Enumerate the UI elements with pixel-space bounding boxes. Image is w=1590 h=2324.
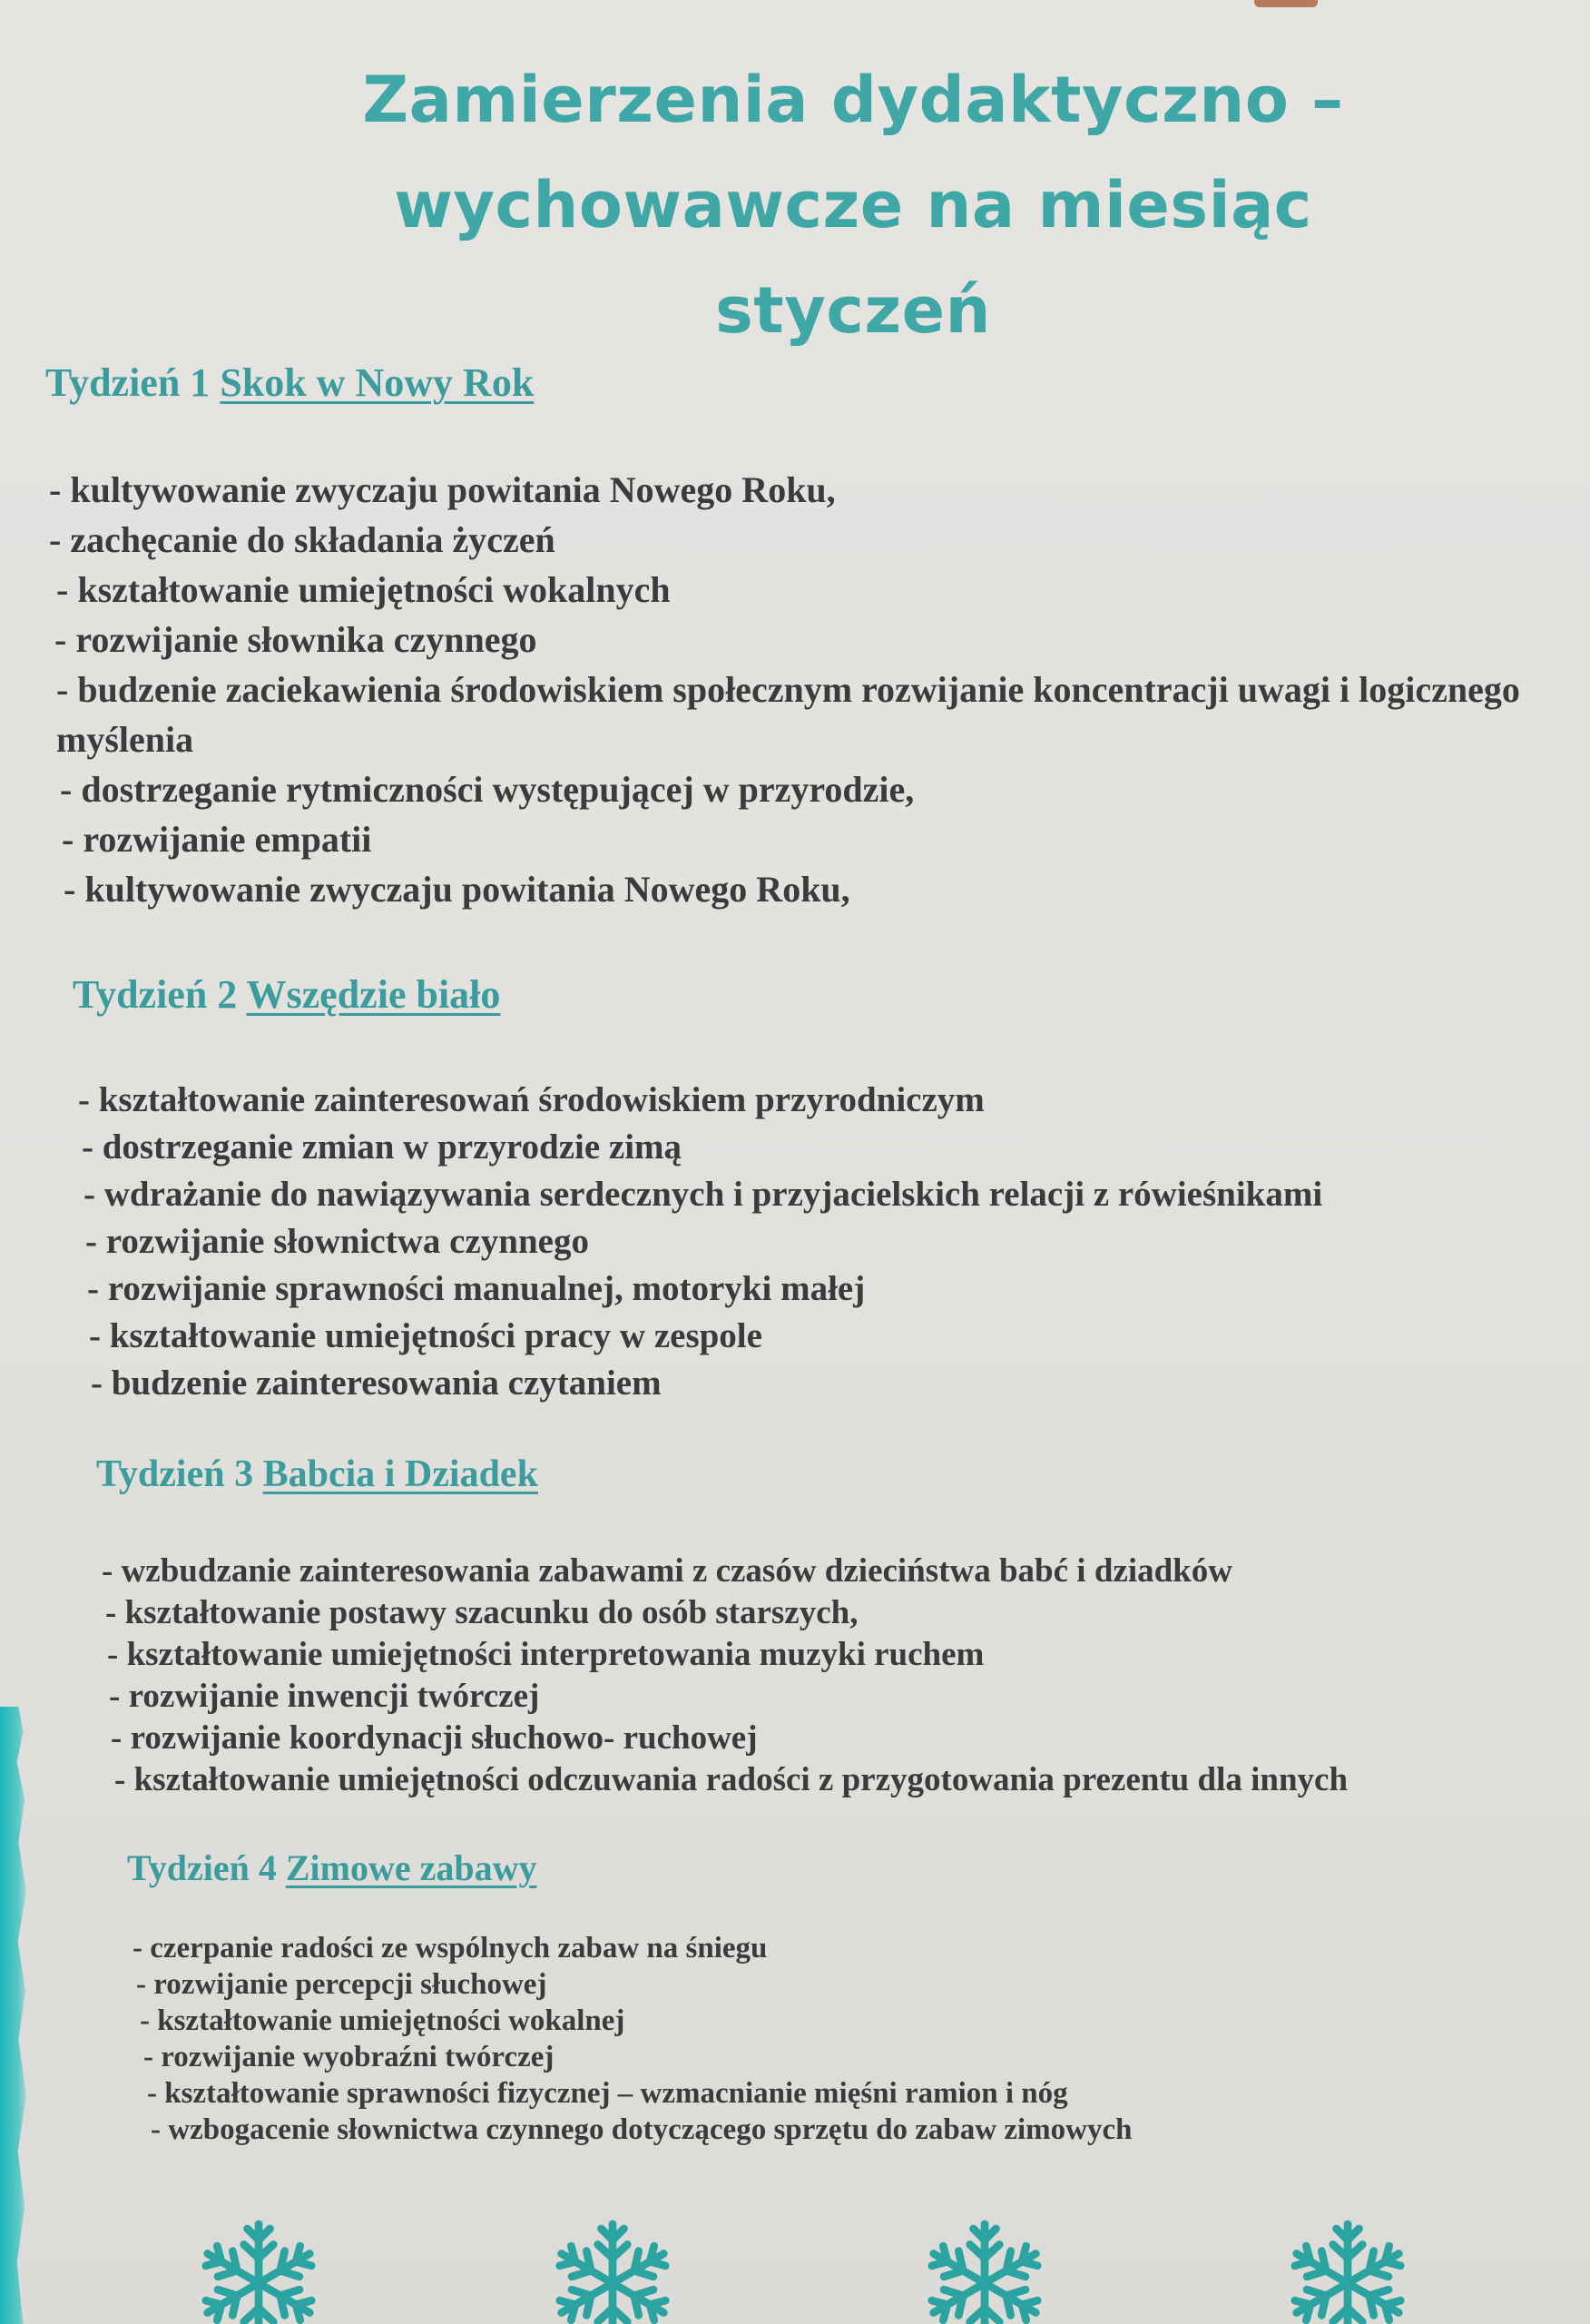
week-2-topic: Wszędzie biało [246, 972, 501, 1017]
goal-item: - rozwijanie słownika czynnego [54, 619, 537, 660]
snowflake-icon [908, 2215, 1062, 2324]
goal-item: - kultywowanie zwyczaju powitania Nowego Roku, [64, 869, 850, 910]
week-3-label: Tydzień 3 [96, 1453, 254, 1495]
week-3-heading [96, 1449, 538, 1500]
title-line-2: wychowawcze na miesiąc styczeń [394, 168, 1312, 348]
goal-item: - kultywowanie zwyczaju powitania Nowego Roku, [49, 469, 836, 510]
goal-item: - kształtowanie umiejętności pracy w zespole [89, 1316, 762, 1355]
goal-item: - budzenie zaciekawienia środowiskiem społecznym rozwijanie koncentracji uwagi i logicznego myślenia [56, 669, 1520, 760]
goal-item: - kształtowanie umiejętności interpretowania muzyki ruchem [107, 1636, 985, 1673]
goal-item: - rozwijanie sprawności manualnej, motoryki małej [87, 1269, 866, 1308]
goal-item: - kształtowanie sprawności fizycznej – wzmacnianie mięśni ramion i nóg [147, 2077, 1068, 2110]
week-1-topic: Skok w Nowy Rok [220, 360, 535, 405]
snowflake-icon [535, 2215, 690, 2324]
goal-item: - wzbogacenie słownictwa czynnego dotyczącego sprzętu do zabaw zimowych [151, 2113, 1133, 2146]
week-2-label: Tydzień 2 [73, 972, 238, 1017]
goal-item: - rozwijanie koordynacji słuchowo- ruchowej [111, 1719, 758, 1757]
goal-item: - kształtowanie postawy szacunku do osób starszych, [105, 1594, 859, 1631]
goal-item: - rozwijanie wyobraźni twórczej [143, 2041, 555, 2073]
week-2-goals [78, 1077, 1548, 1407]
torn-teal-edge [0, 1707, 31, 2324]
goal-item: - kształtowanie umiejętności odczuwania radości z przygotowania prezentu dla innych [114, 1761, 1349, 1798]
goal-item: - czerpanie radości ze wspólnych zabaw na śniegu [132, 1932, 768, 1965]
top-edge-mark [1254, 0, 1318, 7]
goal-item: - rozwijanie empatii [62, 819, 372, 860]
goal-item: - rozwijanie słownictwa czynnego [85, 1222, 589, 1261]
goal-item: - kształtowanie zainteresowań środowiskiem przyrodniczym [78, 1080, 985, 1119]
snowflake-icon [182, 2215, 336, 2324]
goal-item: - kształtowanie umiejętności wokalnej [140, 2004, 625, 2037]
week-4-heading [127, 1843, 536, 1894]
goal-item: - wzbudzanie zainteresowania zabawami z czasów dzieciństwa babć i dziadków [102, 1552, 1232, 1590]
goal-item: - wdrażanie do nawiązywania serdecznych i przyjacielskich relacji z rówieśnikami [83, 1175, 1323, 1214]
title-line-1: Zamierzenia dydaktyczno – [362, 63, 1344, 137]
goal-item: - rozwijanie inwencji twórczej [109, 1678, 540, 1715]
week-3-goals [102, 1551, 1517, 1801]
week-1-label: Tydzień 1 [45, 360, 211, 405]
goal-item: - zachęcanie do składania życzeń [49, 519, 555, 560]
snowflake-icon [1271, 2215, 1425, 2324]
week-1-heading [45, 358, 534, 409]
goal-item: - dostrzeganie rytmiczności występującej w przyrodzie, [60, 769, 915, 810]
week-4-label: Tydzień 4 [127, 1847, 277, 1888]
goal-item: - budzenie zainteresowania czytaniem [91, 1364, 662, 1403]
goal-item: - dostrzeganie zmian w przyrodzie zimą [82, 1128, 682, 1167]
week-3-topic: Babcia i Dziadek [262, 1453, 538, 1495]
week-2-heading [73, 970, 500, 1020]
goal-item: - kształtowanie umiejętności wokalnych [56, 569, 671, 610]
goal-item: - rozwijanie percepcji słuchowej [136, 1968, 547, 2001]
week-1-goals [49, 465, 1537, 914]
page-title [245, 47, 1461, 363]
week-4-topic: Zimowe zabawy [285, 1847, 537, 1888]
week-4-goals [132, 1930, 1403, 2148]
